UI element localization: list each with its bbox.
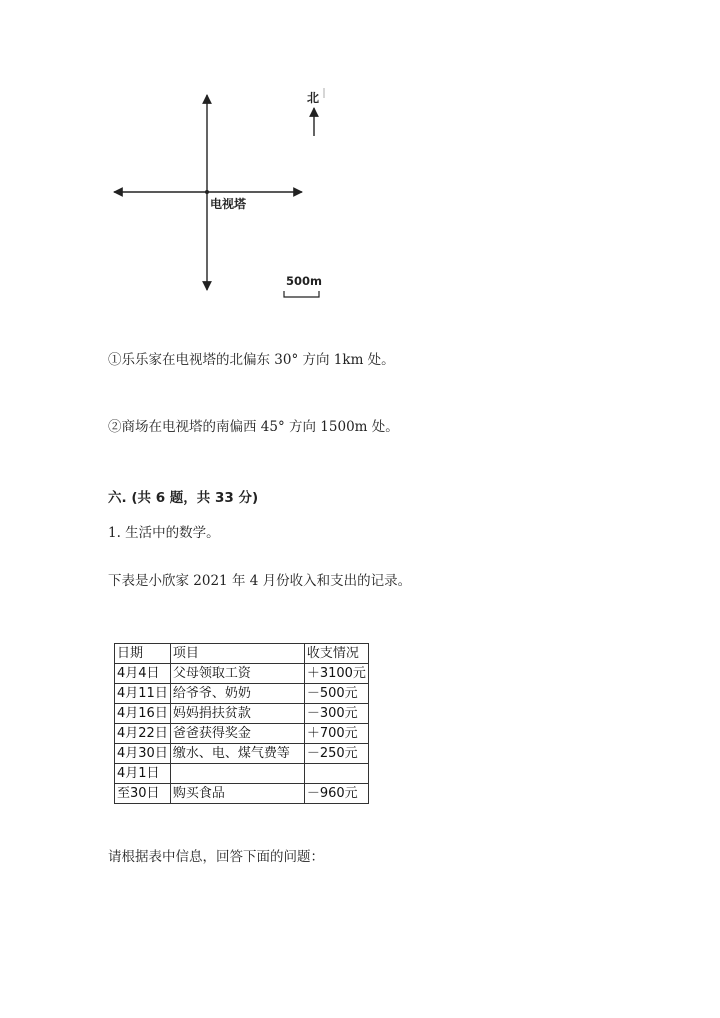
- cell-amount: －300元: [304, 704, 368, 724]
- cell-item: 妈妈捐扶贫款: [170, 704, 304, 724]
- table-row: [115, 744, 369, 764]
- tv-tower-label: 电视塔: [210, 197, 247, 211]
- question-title: 1. 生活中的数学。: [108, 525, 220, 541]
- cell-date: 4月11日: [115, 684, 171, 704]
- statement-1: ①乐乐家在电视塔的北偏东 30° 方向 1km 处。: [108, 352, 395, 368]
- table-row: [115, 684, 369, 704]
- scale-label: 500m: [286, 274, 322, 288]
- statement-2: ②商场在电视塔的南偏西 45° 方向 1500m 处。: [108, 419, 399, 435]
- header-amount: 收支情况: [304, 644, 368, 664]
- direction-map: [100, 80, 340, 310]
- income-expense-table: [114, 643, 369, 804]
- table-row: [115, 764, 369, 784]
- section-title: 六. (共 6 题，共 33 分): [108, 490, 259, 506]
- cell-date: 4月1日: [115, 764, 171, 784]
- table-row: [115, 724, 369, 744]
- cell-item: 缴水、电、煤气费等: [170, 744, 304, 764]
- cell-amount: －500元: [304, 684, 368, 704]
- header-item: 项目: [170, 644, 304, 664]
- header-date: 日期: [115, 644, 171, 664]
- cell-amount: [304, 764, 368, 784]
- cell-date: 4月4日: [115, 664, 171, 684]
- cell-amount: ＋700元: [304, 724, 368, 744]
- cell-item: 爸爸获得奖金: [170, 724, 304, 744]
- cell-date: 4月16日: [115, 704, 171, 724]
- cell-date: 4月30日: [115, 744, 171, 764]
- question-intro: 下表是小欣家 2021 年 4 月份收入和支出的记录。: [108, 573, 412, 589]
- cell-date: 4月22日: [115, 724, 171, 744]
- scale-bar: [284, 291, 319, 297]
- question-prompt: 请根据表中信息，回答下面的问题：: [108, 849, 324, 865]
- north-label: 北: [307, 91, 320, 105]
- cell-item: 购买食品: [170, 784, 304, 804]
- cell-amount: ＋3100元: [304, 664, 368, 684]
- cell-item: 父母领取工资: [170, 664, 304, 684]
- cell-item: 给爷爷、奶奶: [170, 684, 304, 704]
- cell-amount: －250元: [304, 744, 368, 764]
- tv-tower-point: [205, 190, 209, 194]
- cell-date: 至30日: [115, 784, 171, 804]
- table-header-row: [115, 644, 369, 664]
- table-row: [115, 664, 369, 684]
- cell-item: [170, 764, 304, 784]
- table-row: [115, 704, 369, 724]
- table-row: [115, 784, 369, 804]
- cell-amount: －960元: [304, 784, 368, 804]
